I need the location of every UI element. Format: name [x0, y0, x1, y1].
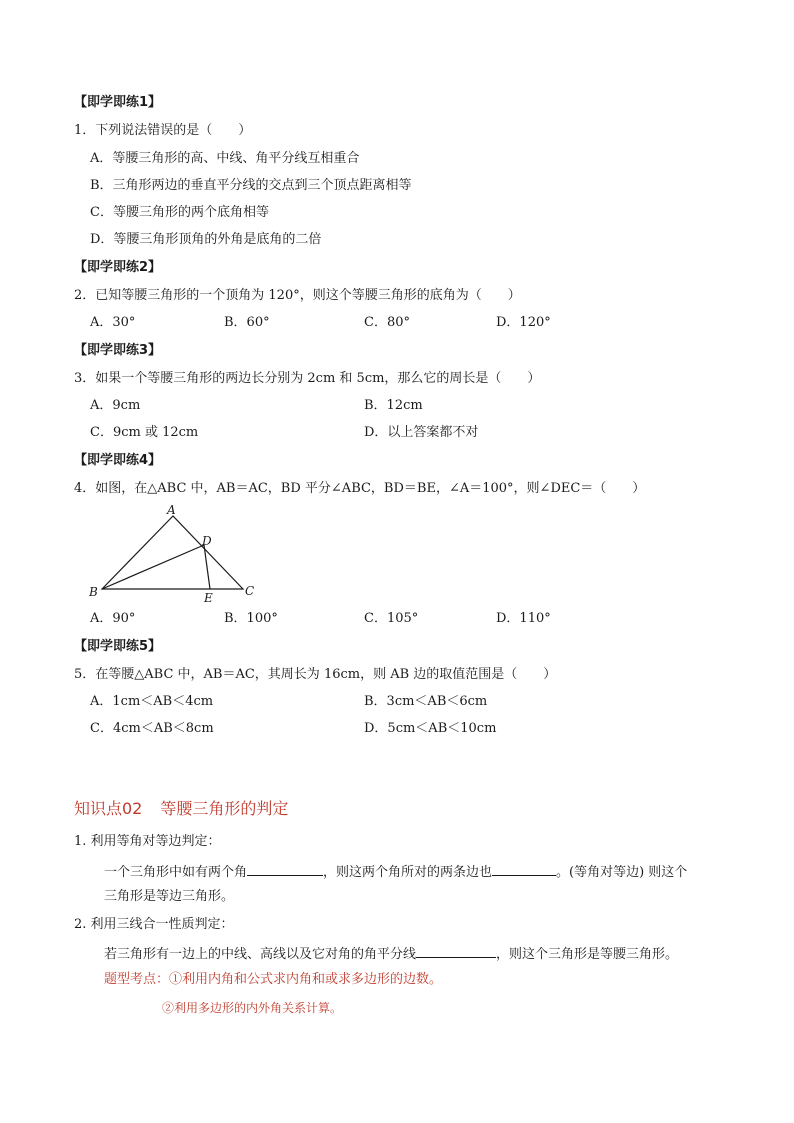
vertex-label-b: B — [89, 585, 98, 599]
knowledge-point-title: 等腰三角形的判定 — [160, 799, 289, 818]
knowledge-point-number: 知识点02 — [74, 799, 143, 818]
fill-blank-3[interactable] — [416, 943, 496, 958]
method-2-title: 2. 利用三线合一性质判定： — [74, 917, 234, 932]
question-1-option-d: D．等腰三角形顶角的外角是底角的二倍 — [90, 232, 322, 247]
segment-bd — [102, 545, 204, 589]
question-4-option-d: D．110° — [496, 611, 551, 626]
question-3-option-d: D．以上答案都不对 — [364, 425, 479, 440]
question-3-option-a: A．9cm — [90, 398, 141, 413]
method-2-line-1 — [104, 943, 678, 964]
question-3-option-c: C．9cm 或 12cm — [90, 425, 199, 440]
method-2-text-a: 若三角形有一边上的中线、高线以及它对角的角平分线 — [104, 947, 417, 962]
method-1-title: 1. 利用等角对等边判定： — [74, 834, 221, 849]
vertex-label-a: A — [167, 503, 176, 517]
method-1-line-2: 三角形是等边三角形。 — [104, 889, 235, 904]
vertex-label-d: D — [202, 534, 212, 548]
knowledge-point-heading — [74, 799, 288, 819]
vertex-label-c: C — [245, 584, 255, 598]
question-5-option-b: B．3cm＜AB＜6cm — [364, 694, 488, 709]
practice-tag-2: 【即学即练2】 — [74, 260, 162, 275]
triangle-figure — [85, 500, 275, 610]
method-1-line-1 — [104, 861, 687, 882]
question-2-option-d: D．120° — [496, 315, 551, 330]
question-3-option-b: B．12cm — [364, 398, 423, 413]
exam-point-2: ②利用多边形的内外角关系计算。 — [162, 1001, 343, 1015]
fill-blank-2[interactable] — [492, 861, 556, 876]
triangle-abc — [102, 516, 243, 589]
method-1-text-c: 。(等角对等边) 则这个 — [556, 865, 688, 880]
question-5-option-d: D．5cm＜AB＜10cm — [364, 721, 497, 736]
question-4-option-c: C．105° — [364, 611, 419, 626]
question-2-option-c: C．80° — [364, 315, 410, 330]
question-4-stem: 4．如图，在△ABC 中，AB＝AC，BD 平分∠ABC，BD＝BE，∠A＝100°，则∠DEC＝（ ） — [74, 481, 646, 496]
question-5-option-c: C．4cm＜AB＜8cm — [90, 721, 214, 736]
question-1-option-b: B．三角形两边的垂直平分线的交点到三个顶点距离相等 — [90, 178, 412, 193]
question-5-stem: 5．在等腰△ABC 中，AB＝AC，其周长为 16cm，则 AB 边的取值范围是（ ） — [74, 667, 557, 682]
fill-blank-1[interactable] — [247, 861, 323, 876]
question-5-option-a: A．1cm＜AB＜4cm — [90, 694, 214, 709]
method-1-text-b: ，则这两个角所对的两条边也 — [323, 865, 493, 880]
question-2-stem: 2．已知等腰三角形的一个顶角为 120°，则这个等腰三角形的底角为（ ） — [74, 288, 521, 303]
question-2-option-a: A．30° — [90, 315, 136, 330]
method-2-text-b: ，则这个三角形是等腰三角形。 — [496, 947, 679, 962]
practice-tag-5: 【即学即练5】 — [74, 639, 162, 654]
question-2-option-b: B．60° — [224, 315, 270, 330]
question-1-option-c: C．等腰三角形的两个底角相等 — [90, 205, 269, 220]
question-3-stem: 3．如果一个等腰三角形的两边长分别为 2cm 和 5cm，那么它的周长是（ ） — [74, 371, 541, 386]
practice-tag-4: 【即学即练4】 — [74, 453, 162, 468]
practice-tag-3: 【即学即练3】 — [74, 343, 162, 358]
question-4-option-b: B．100° — [224, 611, 278, 626]
method-1-text-a: 一个三角形中如有两个角 — [104, 865, 248, 880]
vertex-label-e: E — [204, 591, 213, 605]
question-1-stem: 1．下列说法错误的是（ ） — [74, 123, 252, 138]
question-1-option-a: A．等腰三角形的高、中线、角平分线互相重合 — [90, 151, 360, 166]
exam-point-1: 题型考点：①利用内角和公式求内角和或求多边形的边数。 — [104, 972, 443, 987]
practice-tag-1: 【即学即练1】 — [74, 95, 162, 110]
question-4-option-a: A．90° — [90, 611, 136, 626]
